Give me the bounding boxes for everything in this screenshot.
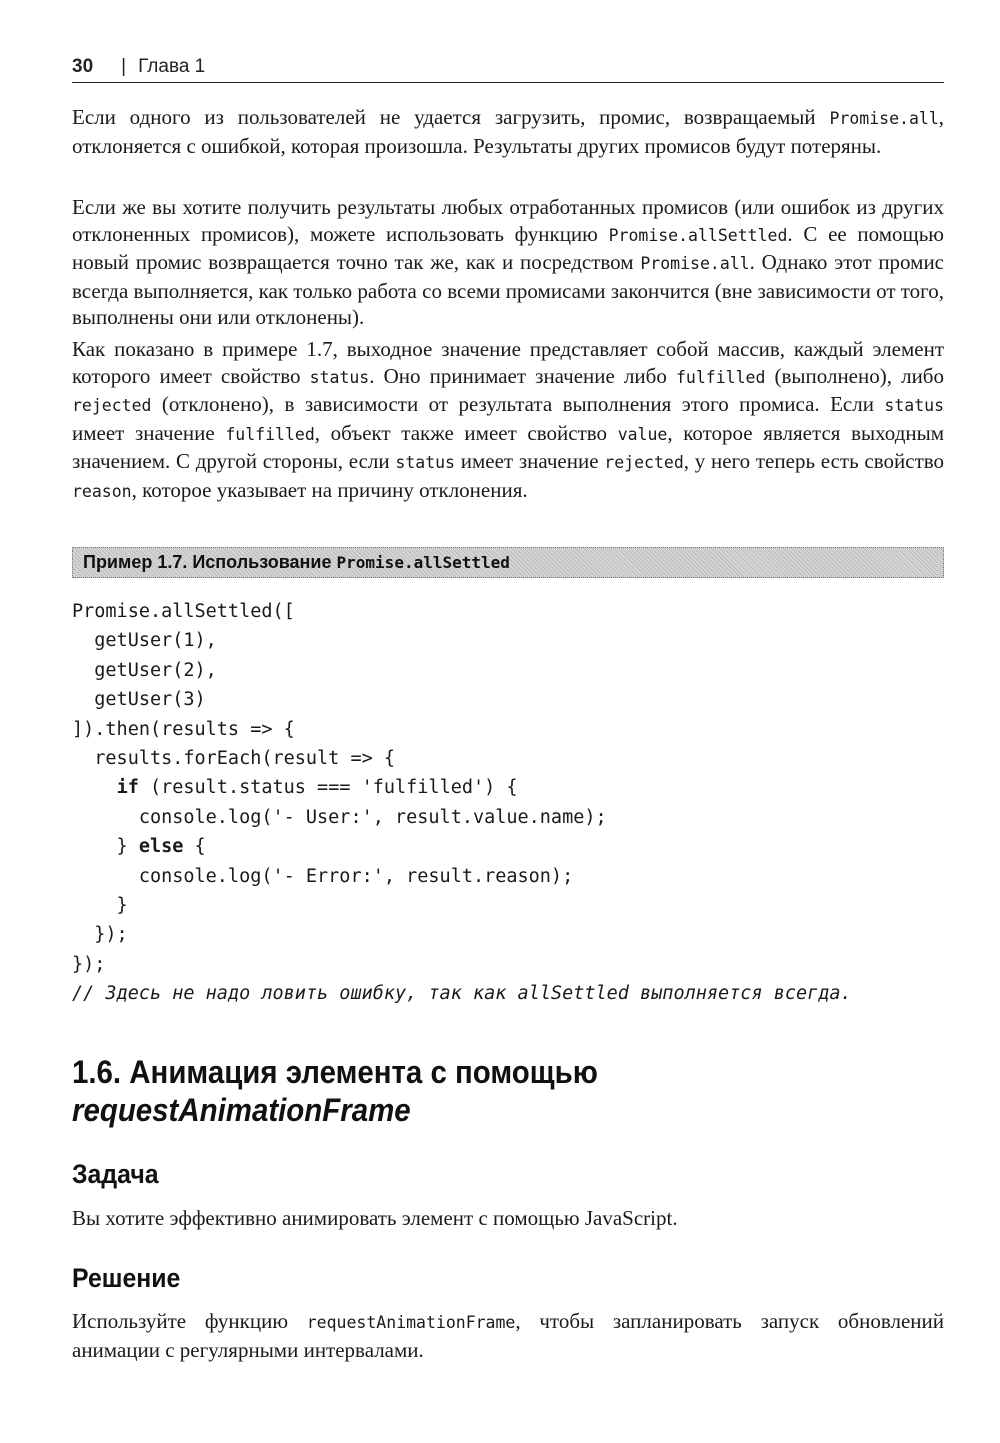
inline-code: requestAnimationFrame	[306, 1313, 516, 1332]
code-line: getUser(2),	[72, 659, 217, 681]
problem-text: Вы хотите эффективно анимировать элемент с помощью JavaScript.	[72, 1206, 678, 1230]
paragraph-1	[72, 104, 944, 159]
code-line: getUser(3)	[72, 689, 206, 711]
section-title-api: requestAnimationFrame	[72, 1092, 411, 1128]
code-line: console.log('- User:', result.value.name);	[72, 806, 607, 828]
solution-text	[72, 1308, 944, 1363]
inline-code: fulfilled	[225, 424, 315, 444]
code-line: console.log('- Error:', result.reason);	[72, 865, 574, 887]
code-line: getUser(1),	[72, 630, 217, 652]
paragraph-3-text-d: (отклонено), в зависимости от результата выполнения этого промиса. Если	[161, 392, 874, 416]
paragraph-1-text-a: Если одного из пользователей не удается загрузить, промис, возвращаемый	[72, 105, 816, 129]
inline-code: Promise.all	[829, 109, 939, 128]
example-caption-code: Promise.allSettled	[336, 553, 510, 572]
code-line-rest: {	[183, 836, 206, 858]
code-comment: // Здесь не надо ловить ошибку, так как allSettled выполняется всегда.	[72, 983, 852, 1005]
code-line: Promise.allSettled([	[72, 601, 295, 622]
running-head	[72, 54, 944, 83]
code-block	[72, 597, 944, 1008]
paragraph-3-text-i: , у него теперь есть свойство	[683, 449, 945, 473]
code-line	[72, 773, 944, 802]
paragraph-1-text-b: , отклоняется с ошибкой, которая произошла. Результаты других промисов будут потеряны.	[72, 105, 945, 158]
code-line: }	[72, 894, 128, 916]
paragraph-2-text-c: . Однако этот промис всегда выполняется, как только работа со всеми промисами закончится (вне зависимости от того, выполнены они или отклонены).	[72, 250, 944, 329]
problem-heading: Задача	[72, 1159, 159, 1189]
code-line: });	[72, 924, 128, 946]
paragraph-3-text-f: , объект также имеет свойство	[314, 420, 608, 445]
paragraph-3	[72, 336, 944, 505]
paragraph-3-text-c: (выполнено), либо	[774, 363, 944, 388]
inline-code: value	[617, 424, 668, 444]
inline-code: rejected	[604, 453, 684, 472]
code-line: results.forEach(result => {	[72, 747, 396, 769]
paragraph-3-text-j: , которое указывает на причину отклонения.	[131, 477, 528, 502]
inline-code: rejected	[72, 396, 152, 415]
inline-code: fulfilled	[675, 367, 766, 387]
code-keyword: if	[116, 777, 139, 799]
paragraph-3-text-b: . Оно принимает значение либо	[369, 363, 667, 388]
paragraph-3-text-a: Как показано в примере 1.7, выходное значение представляет собой массив, каждый элемент которого имеет свойство	[72, 337, 944, 388]
inline-code: Promise.all	[640, 254, 750, 273]
code-keyword: else	[138, 836, 184, 858]
inline-code: reason	[72, 481, 132, 501]
example-caption	[72, 547, 944, 578]
section-title	[72, 1053, 874, 1129]
code-line: } else {	[72, 836, 206, 858]
code-line-rest: (result.status === 'fulfilled') {	[138, 777, 518, 799]
section-title-text: 1.6. Анимация элемента с помощью	[72, 1054, 598, 1090]
code-line: });	[72, 953, 106, 975]
code-line: ]).then(results => {	[72, 718, 295, 740]
paragraph-2-text-b: . С ее помощью новый промис возвращается точно так же, как и посредством	[72, 221, 944, 274]
paragraph-2-text-a: Если же вы хотите получить результаты любых отработанных промисов (или ошибок из других отклоненных промисов), можете использовать функцию	[72, 195, 944, 246]
inline-code: status	[395, 453, 455, 472]
inline-code: Promise.allSettled	[608, 225, 788, 245]
solution-text-a: Используйте функцию	[72, 1309, 289, 1333]
paragraph-3-text-g: , которое является выходным значением. С другой стороны, если	[72, 420, 945, 473]
solution-heading: Решение	[72, 1263, 181, 1293]
page-number: 30	[72, 56, 94, 77]
solution-text-b: , чтобы запланировать запуск обновлений анимации с регулярными интервалами.	[72, 1309, 944, 1362]
paragraph-3-text-e: имеет значение	[72, 420, 215, 445]
inline-code: status	[884, 396, 945, 415]
inline-code: status	[309, 367, 370, 387]
chapter-label: Глава 1	[138, 56, 206, 77]
paragraph-2	[72, 194, 944, 331]
paragraph-3-text-h: имеет значение	[460, 449, 599, 473]
running-head-separator: |	[121, 56, 127, 77]
example-caption-label: Пример 1.7. Использование	[83, 552, 332, 572]
